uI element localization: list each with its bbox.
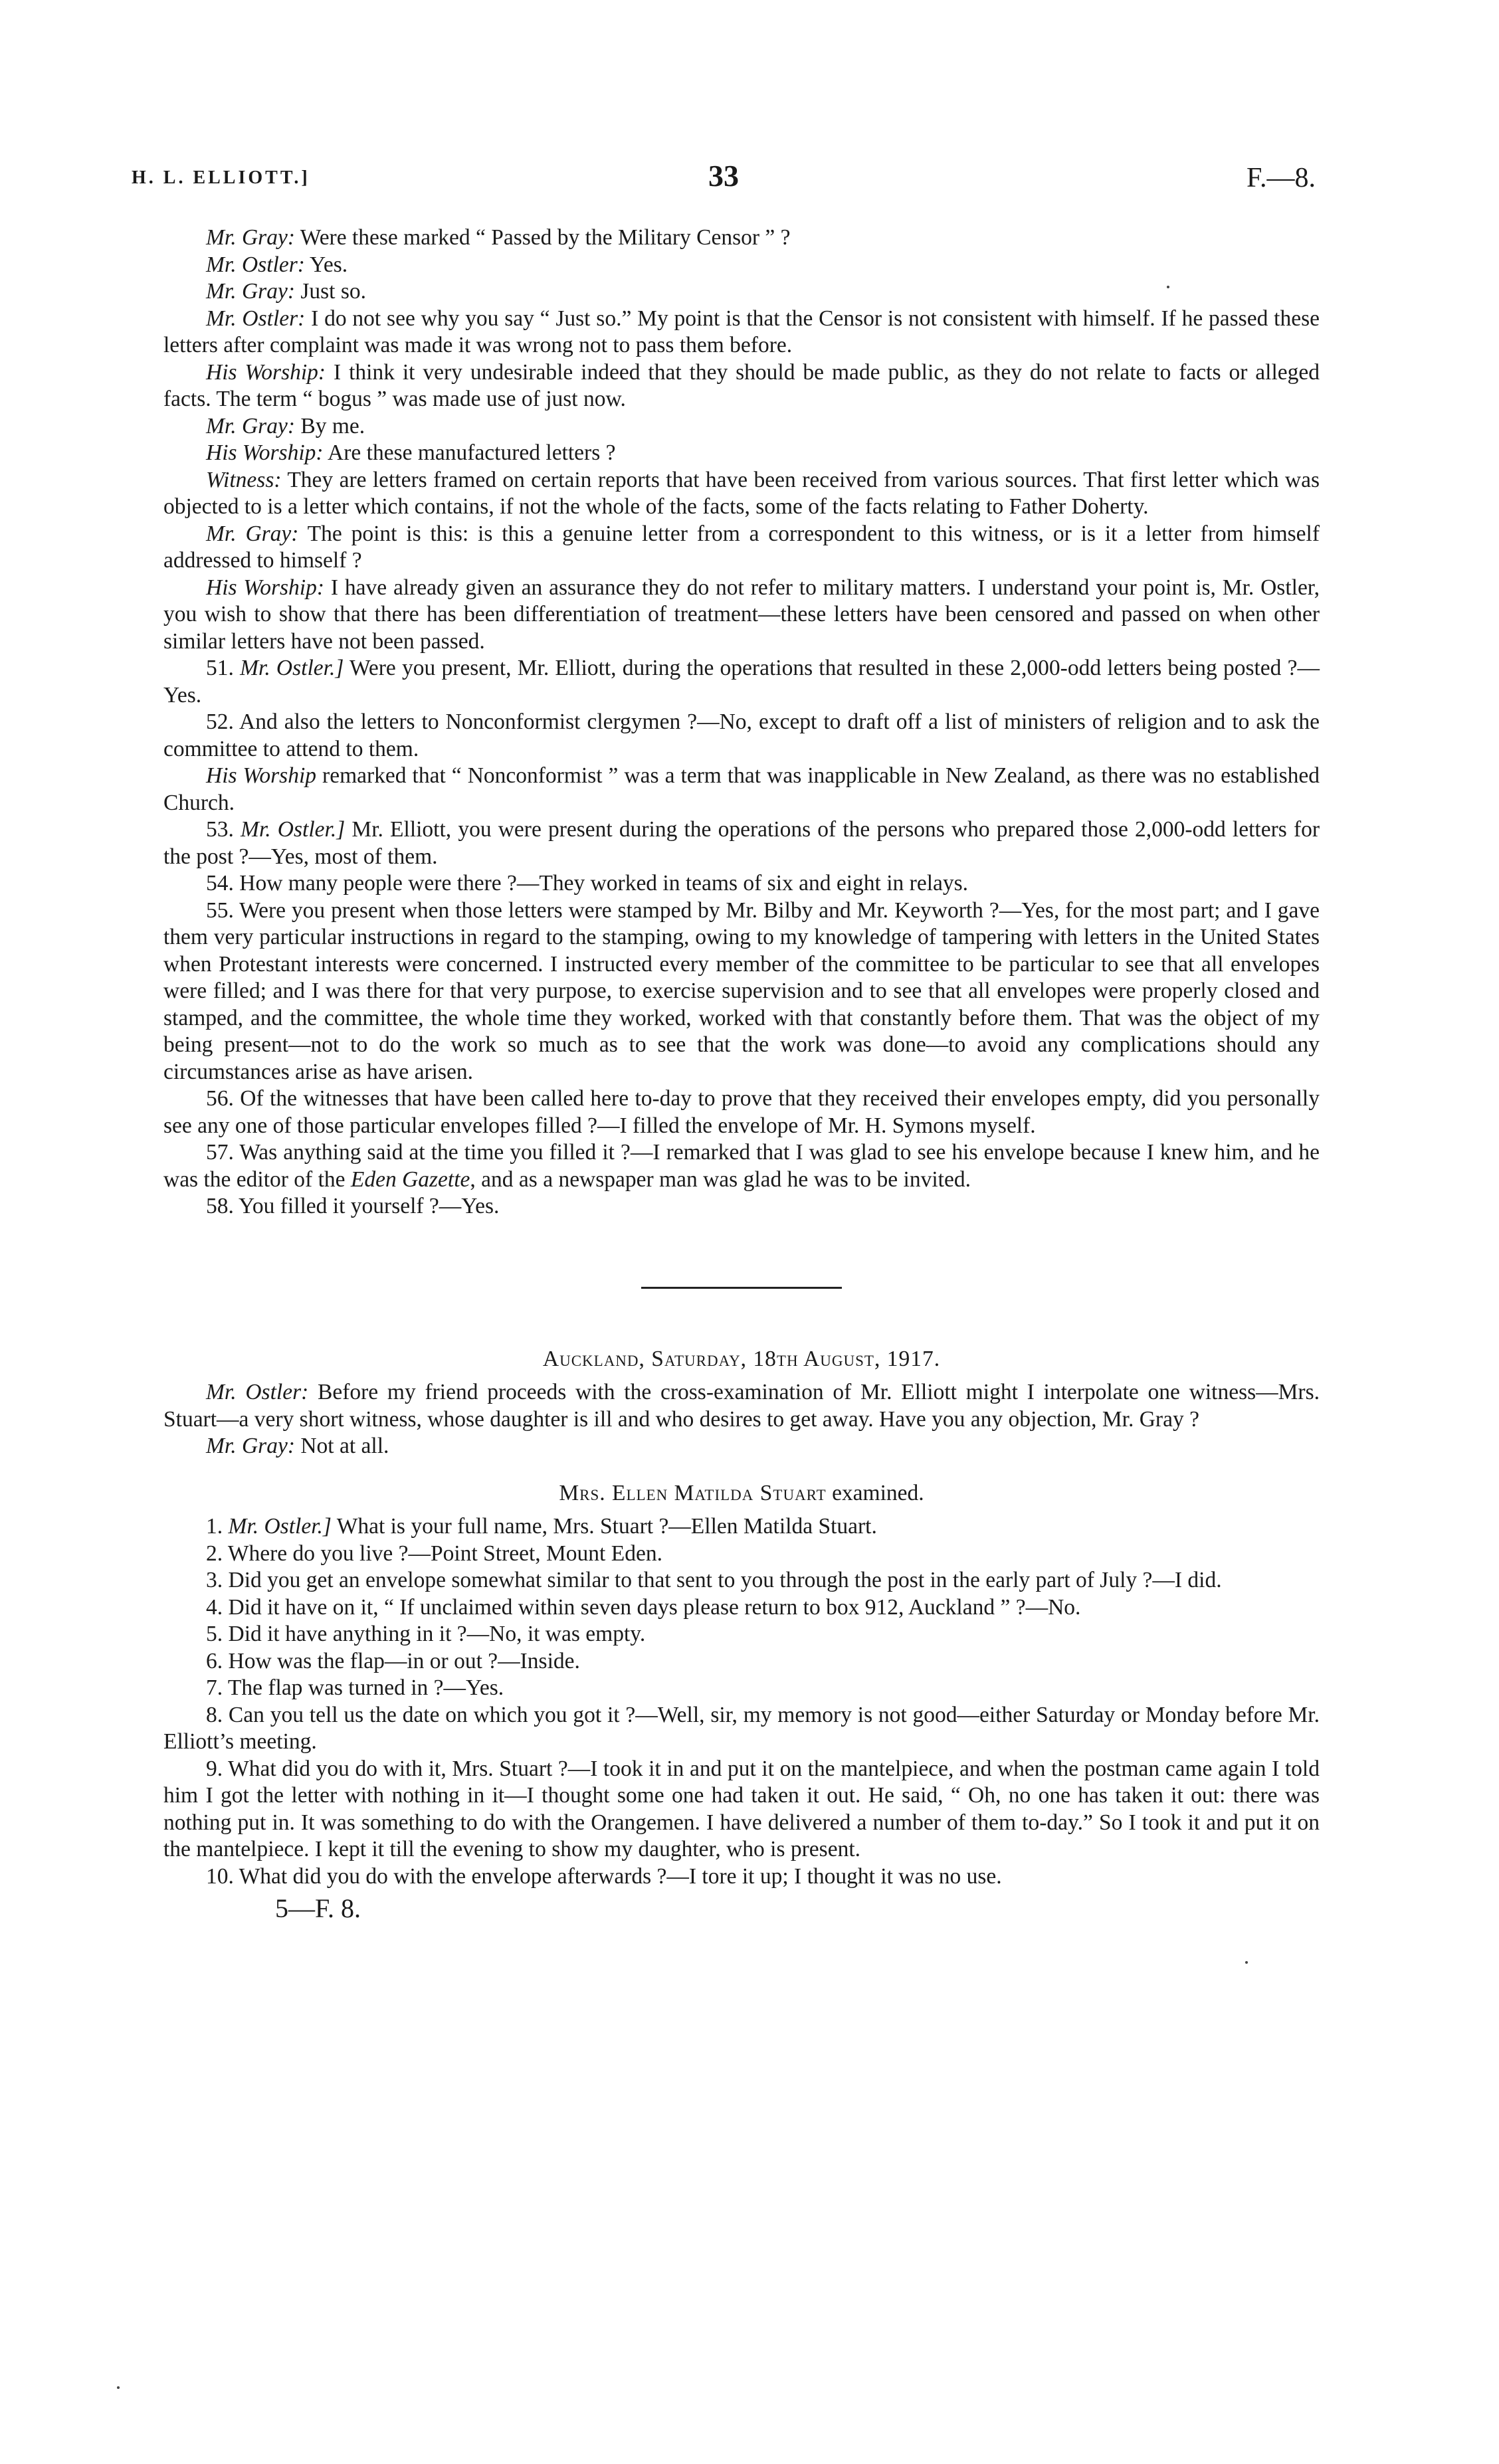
paragraph	[163, 440, 1320, 467]
question-8: 8. Can you tell us the date on which you got it ?—Well, sir, my memory is not good—either Saturday or Monday before Mr. Elliott’s meeting.	[163, 1702, 1320, 1754]
paragraph-text: By me.	[294, 413, 365, 438]
paragraph-text: I have already given an assurance they do not refer to military matters. I understand your point is, Mr. Ostler, you wish to show that there has been differentiation of treatment—these letters have been censored and passed on when other similar letters have not been passed.	[163, 575, 1320, 654]
speaker: Witness:	[206, 467, 282, 492]
paragraph-text: I think it very undesirable indeed that they should be made public, as they do not relate to facts or alleged facts. The term “ bogus ” was made use of just now.	[163, 359, 1320, 411]
paragraph-text: I do not see why you say “ Just so.” My point is that the Censor is not consistent with himself. If he passed these letters after complaint was made it was wrong not to pass them before.	[163, 306, 1320, 357]
question-text: , and as a newspaper man was glad he was to be invited.	[470, 1167, 971, 1192]
paragraph-text: Not at all.	[294, 1434, 389, 1458]
speaker: Mr. Ostler.]	[228, 1514, 332, 1539]
speaker: His Worship	[206, 763, 317, 788]
speaker: Mr. Ostler:	[206, 252, 305, 277]
paragraph-text: Are these manufactured letters ?	[323, 440, 616, 465]
question-number: 51.	[206, 656, 241, 680]
question-9: 9. What did you do with it, Mrs. Stuart ?—I took it in and put it on the mantelpiece, and when the postman came again I told him I got the letter with nothing in it—I thought some one had taken it out. He said, “ Oh, no one has taken it out: there was nothing put in. It was something to do with the Orangemen. I have delivered a number of them to-day.” So I took it and put it on the mantelpiece. I kept it till the evening to show my daughter, who is present.	[163, 1756, 1320, 1861]
paragraph	[163, 575, 1320, 656]
speaker: Mr. Gray:	[206, 413, 295, 438]
paragraph-text: Just so.	[294, 279, 367, 304]
question-57	[163, 1139, 1320, 1193]
speaker: His Worship:	[206, 440, 324, 465]
question-text: Mr. Elliott, you were present during the operations of the persons who prepared those 2,000-odd letters for the post ?—Yes, most of them.	[163, 817, 1320, 869]
paragraph	[163, 467, 1320, 521]
transcript-body	[163, 225, 1320, 1923]
paragraph-text: The point is this: is this a genuine letter from a correspondent to this witness, or is it a letter from himself addressed to himself ?	[163, 521, 1320, 573]
question-2: 2. Where do you live ?—Point Street, Mount Eden.	[206, 1541, 662, 1566]
question-58: 58. You filled it yourself ?—Yes.	[206, 1194, 500, 1218]
paragraph	[163, 1379, 1320, 1433]
paragraph	[163, 1433, 1320, 1460]
section-divider	[641, 1287, 842, 1289]
question-54: 54. How many people were there ?—They worked in teams of six and eight in relays.	[206, 871, 969, 896]
witness-heading	[163, 1480, 1320, 1507]
paragraph	[163, 225, 1320, 252]
newspaper-title: Eden Gazette	[350, 1167, 470, 1192]
speck	[117, 2386, 120, 2389]
speaker: Mr. Ostler:	[206, 1380, 309, 1404]
speaker: His Worship:	[206, 359, 326, 385]
question-5: 5. Did it have anything in it ?—No, it was empty.	[206, 1622, 646, 1646]
speaker: Mr. Gray:	[206, 1434, 295, 1458]
question-7: 7. The flap was turned in ?—Yes.	[206, 1675, 504, 1700]
question-text: 57. Was anything said at the time you filled it ?—I remarked that I was glad to see his envelope because I knew him, and he was the editor of the	[163, 1140, 1320, 1192]
question-text: Were you present, Mr. Elliott, during the operations that resulted in these 2,000-odd letters being posted ?—Yes.	[163, 656, 1320, 708]
paragraph	[163, 763, 1320, 816]
document-reference: F.—8.	[1247, 163, 1316, 193]
speck	[1245, 1961, 1248, 1964]
paragraph-text: Yes.	[304, 252, 348, 277]
question-56: 56. Of the witnesses that have been called here to-day to prove that they received their envelopes empty, did you personally see any one of those particular envelopes filled ?—I filled the envelope of Mr. H. Symons myself.	[163, 1086, 1320, 1138]
header-witness-name: H. L. ELLIOTT.]	[132, 167, 310, 188]
paragraph	[163, 306, 1320, 359]
speaker: His Worship:	[206, 575, 325, 600]
speaker: Mr. Ostler:	[206, 306, 306, 331]
witness-heading-text: examined.	[826, 1480, 924, 1505]
page-number: 33	[708, 159, 739, 193]
paragraph	[163, 252, 1320, 279]
paragraph-text: They are letters framed on certain reports that have been received from various sources. That first letter which was objected to is a letter which contains, if not the whole of the facts, some of the facts relating to Father Doherty.	[163, 467, 1320, 519]
paragraph	[163, 278, 1320, 306]
speaker: Mr. Gray:	[206, 279, 295, 304]
speck	[1167, 286, 1169, 288]
question-6: 6. How was the flap—in or out ?—Inside.	[206, 1648, 580, 1673]
question-52: 52. And also the letters to Nonconformist clergymen ?—No, except to draft off a list of ministers of religion and to ask the committee to attend to them.	[163, 710, 1320, 761]
question-number: 1.	[206, 1514, 229, 1539]
speaker: Mr. Gray:	[206, 225, 295, 250]
question-1	[163, 1513, 1320, 1541]
speaker: Mr. Ostler.]	[240, 656, 344, 680]
speaker: Mr. Ostler.]	[241, 817, 346, 842]
session-dateline: Auckland, Saturday, 18th August, 1917.	[542, 1346, 941, 1371]
speaker: Mr. Gray:	[206, 521, 299, 546]
question-51	[163, 655, 1320, 709]
paragraph	[163, 413, 1320, 440]
signature-mark: 5—F. 8.	[275, 1893, 361, 1923]
paragraph-text: remarked that “ Nonconformist ” was a term that was inapplicable in New Zealand, as there was no established Church.	[163, 763, 1320, 815]
question-number: 53.	[206, 817, 241, 842]
paragraph	[163, 359, 1320, 413]
question-3: 3. Did you get an envelope somewhat similar to that sent to you through the post in the early part of July ?—I did.	[206, 1568, 1222, 1592]
paragraph-text: Were these marked “ Passed by the Military Censor ” ?	[294, 225, 791, 250]
question-text: What is your full name, Mrs. Stuart ?—Ellen Matilda Stuart.	[331, 1514, 877, 1539]
question-4: 4. Did it have on it, “ If unclaimed within seven days please return to box 912, Auckland ” ?—No.	[206, 1594, 1081, 1620]
question-10: 10. What did you do with the envelope afterwards ?—I tore it up; I thought it was no use.	[206, 1863, 1002, 1889]
question-55: 55. Were you present when those letters were stamped by Mr. Bilby and Mr. Keyworth ?—Yes, for the most part; and I gave them very particular instructions in regard to the stamping, owing to my knowledge of tampering with letters in the United States when Protestant interests were concerned. I instructed every member of the committee to be particular to see that all envelopes were filled; and I was there for that very purpose, to exercise supervision and to see that all envelopes were properly closed and stamped, and the committee, the whole time they worked, worked with that constantly before them. That was the object of my being present—not to do the work so much as to see that the work was done—to avoid any complications should any circumstances arise as have arisen.	[163, 898, 1320, 1084]
witness-name: Mrs. Ellen Matilda Stuart	[559, 1480, 827, 1505]
question-53	[163, 816, 1320, 870]
running-header	[132, 158, 1316, 205]
paragraph-text: Before my friend proceeds with the cross-examination of Mr. Elliott might I interpolate one witness—Mrs. Stuart—a very short witness, whose daughter is ill and who desires to get away. Have you any objection, Mr. Gray ?	[163, 1380, 1320, 1432]
paragraph	[163, 521, 1320, 575]
